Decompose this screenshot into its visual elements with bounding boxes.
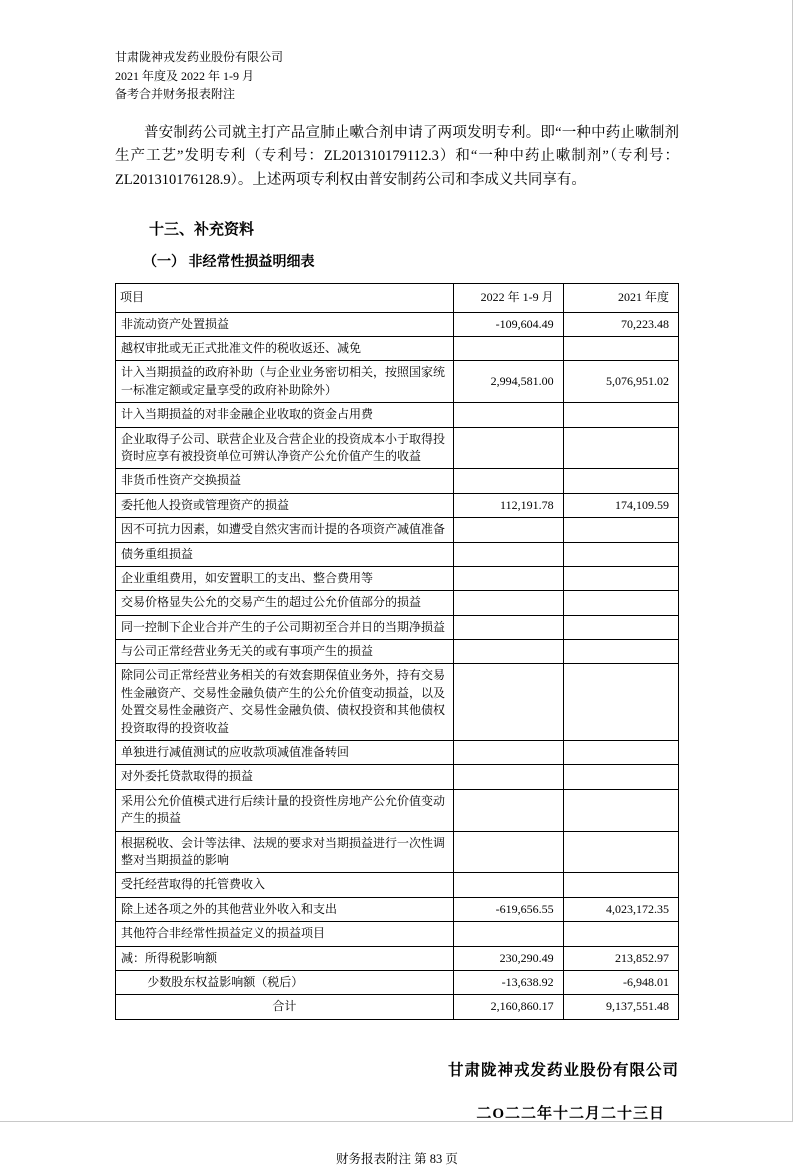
cell-item: 单独进行减值测试的应收款项减值准备转回: [116, 741, 454, 765]
cell-value-2021: [563, 518, 678, 542]
cell-value-2022: [453, 469, 563, 493]
column-header-2022: 2022 年 1-9 月: [453, 284, 563, 312]
cell-value-2021: [563, 831, 678, 873]
cell-value-2022: [453, 789, 563, 831]
cell-item: 企业重组费用，如安置职工的支出、整合费用等: [116, 566, 454, 590]
cell-value-2022: [453, 831, 563, 873]
cell-value-2021: [563, 469, 678, 493]
table-row: [116, 922, 679, 946]
table-row: [116, 615, 679, 639]
cell-value-2022: [453, 518, 563, 542]
cell-value-2021: -6,948.01: [563, 970, 678, 994]
cell-value-2022: 112,191.78: [453, 493, 563, 517]
cell-value-2021: [563, 591, 678, 615]
table-row: [116, 566, 679, 590]
table-row: [116, 946, 679, 970]
cell-item: 债务重组损益: [116, 542, 454, 566]
cell-item: 少数股东权益影响额（税后）: [116, 970, 454, 994]
subsection-title: （一） 非经常性损益明细表: [143, 255, 315, 271]
cell-item: 与公司正常经营业务无关的或有事项产生的损益: [116, 640, 454, 664]
cell-value-2021: [563, 566, 678, 590]
table-row: [116, 970, 679, 994]
cell-value-2021: 213,852.97: [563, 946, 678, 970]
document-header: [115, 48, 679, 104]
cell-value-2022: 2,160,860.17: [453, 995, 563, 1019]
cell-value-2021: 5,076,951.02: [563, 361, 678, 403]
cell-value-2021: 70,223.48: [563, 312, 678, 336]
cell-item: 同一控制下企业合并产生的子公司期初至合并日的当期净损益: [116, 615, 454, 639]
cell-item: 根据税收、会计等法律、法规的要求对当期损益进行一次性调整对当期损益的影响: [116, 831, 454, 873]
cell-value-2022: [453, 337, 563, 361]
cell-value-2022: [453, 873, 563, 897]
cell-item: 越权审批或无正式批准文件的税收返还、减免: [116, 337, 454, 361]
cell-value-2021: 9,137,551.48: [563, 995, 678, 1019]
cell-item: 采用公允价值模式进行后续计量的投资性房地产公允价值变动产生的损益: [116, 789, 454, 831]
cell-value-2021: [563, 922, 678, 946]
table-header-row: [116, 284, 679, 312]
cell-value-2021: [563, 427, 678, 469]
cell-item: 企业取得子公司、联营企业及合营企业的投资成本小于取得投资时应享有被投资单位可辨认净资产公允价值产生的收益: [116, 427, 454, 469]
table-row: [116, 995, 679, 1019]
header-line: 2021 年度及 2022 年 1-9 月: [115, 68, 254, 83]
signature-company-name: 甘肃陇神戎发药业股份有限公司: [447, 1061, 679, 1079]
cell-item: 委托他人投资或管理资产的损益: [116, 493, 454, 517]
cell-value-2022: 2,994,581.00: [453, 361, 563, 403]
header-line: 备考合并财务报表附注: [115, 87, 236, 102]
cell-item: 交易价格显失公允的交易产生的超过公允价值部分的损益: [116, 591, 454, 615]
cell-item: 减：所得税影响额: [116, 946, 454, 970]
cell-value-2021: [563, 741, 678, 765]
cell-item: 合计: [116, 995, 454, 1019]
cell-value-2022: -109,604.49: [453, 312, 563, 336]
cell-value-2022: [453, 922, 563, 946]
patent-paragraph: 普安制药公司就主打产品宣肺止嗽合剂申请了两项发明专利。即“一种中药止嗽制剂生产工艺”发明专利（专利号：ZL201310179112.3）和“一种中药止嗽制剂”（专利号：ZL201310176128.9）。上述两项专利权由普安制药公司和李成义共同享有。: [115, 124, 679, 188]
cell-value-2021: 174,109.59: [563, 493, 678, 517]
signature-date: 二O二二年十二月二十三日: [476, 1105, 665, 1122]
table-row: [116, 789, 679, 831]
table-row: [116, 897, 679, 921]
page-footer: 财务报表附注 第 83 页: [336, 1151, 458, 1166]
cell-item: 计入当期损益的政府补助（与企业业务密切相关，按照国家统一标准定额或定量享受的政府补助除外）: [116, 361, 454, 403]
cell-value-2021: [563, 664, 678, 741]
column-header-2021: 2021 年度: [563, 284, 678, 312]
cell-value-2021: [563, 542, 678, 566]
cell-value-2022: -619,656.55: [453, 897, 563, 921]
signature-block: [115, 1058, 679, 1123]
header-line: 甘肃陇神戎发药业股份有限公司: [115, 50, 284, 64]
cell-item: 非流动资产处置损益: [116, 312, 454, 336]
cell-item: 对外委托贷款取得的损益: [116, 765, 454, 789]
cell-value-2021: [563, 789, 678, 831]
cell-value-2021: [563, 337, 678, 361]
cell-value-2022: 230,290.49: [453, 946, 563, 970]
section-title: 十三、补充资料: [149, 222, 255, 239]
table-row: [116, 312, 679, 336]
table-row: [116, 664, 679, 741]
table-row: [116, 403, 679, 427]
cell-value-2022: -13,638.92: [453, 970, 563, 994]
cell-item: 其他符合非经常性损益定义的损益项目: [116, 922, 454, 946]
cell-value-2022: [453, 741, 563, 765]
cell-item: 因不可抗力因素，如遭受自然灾害而计提的各项资产减值准备: [116, 518, 454, 542]
cell-value-2022: [453, 765, 563, 789]
cell-item: 受托经营取得的托管费收入: [116, 873, 454, 897]
table-row: [116, 741, 679, 765]
table-row: [116, 640, 679, 664]
cell-value-2021: [563, 403, 678, 427]
cell-value-2022: [453, 591, 563, 615]
table-row: [116, 873, 679, 897]
cell-value-2022: [453, 664, 563, 741]
cell-value-2021: 4,023,172.35: [563, 897, 678, 921]
cell-value-2022: [453, 640, 563, 664]
table-row: [116, 361, 679, 403]
cell-value-2022: [453, 427, 563, 469]
cell-value-2022: [453, 615, 563, 639]
cell-item: 除同公司正常经营业务相关的有效套期保值业务外，持有交易性金融资产、交易性金融负债产生的公允价值变动损益，以及处置交易性金融资产、交易性金融负债、债权投资和其他债权投资取得的投资收益: [116, 664, 454, 741]
cell-item: 计入当期损益的对非金融企业收取的资金占用费: [116, 403, 454, 427]
table-row: [116, 427, 679, 469]
cell-value-2022: [453, 542, 563, 566]
cell-item: 除上述各项之外的其他营业外收入和支出: [116, 897, 454, 921]
table-row: [116, 518, 679, 542]
table-row: [116, 493, 679, 517]
table-row: [116, 337, 679, 361]
table-header: [116, 284, 679, 312]
cell-value-2021: [563, 615, 678, 639]
cell-value-2021: [563, 640, 678, 664]
table-row: [116, 542, 679, 566]
cell-value-2022: [453, 403, 563, 427]
cell-value-2022: [453, 566, 563, 590]
table-row: [116, 469, 679, 493]
table-row: [116, 831, 679, 873]
table-row: [116, 591, 679, 615]
table-row: [116, 765, 679, 789]
cell-value-2021: [563, 765, 678, 789]
column-header-item: 项目: [116, 284, 454, 312]
cell-item: 非货币性资产交换损益: [116, 469, 454, 493]
table-body: [116, 312, 679, 1019]
cell-value-2021: [563, 873, 678, 897]
non-recurring-gains-losses-table: [115, 283, 679, 1020]
